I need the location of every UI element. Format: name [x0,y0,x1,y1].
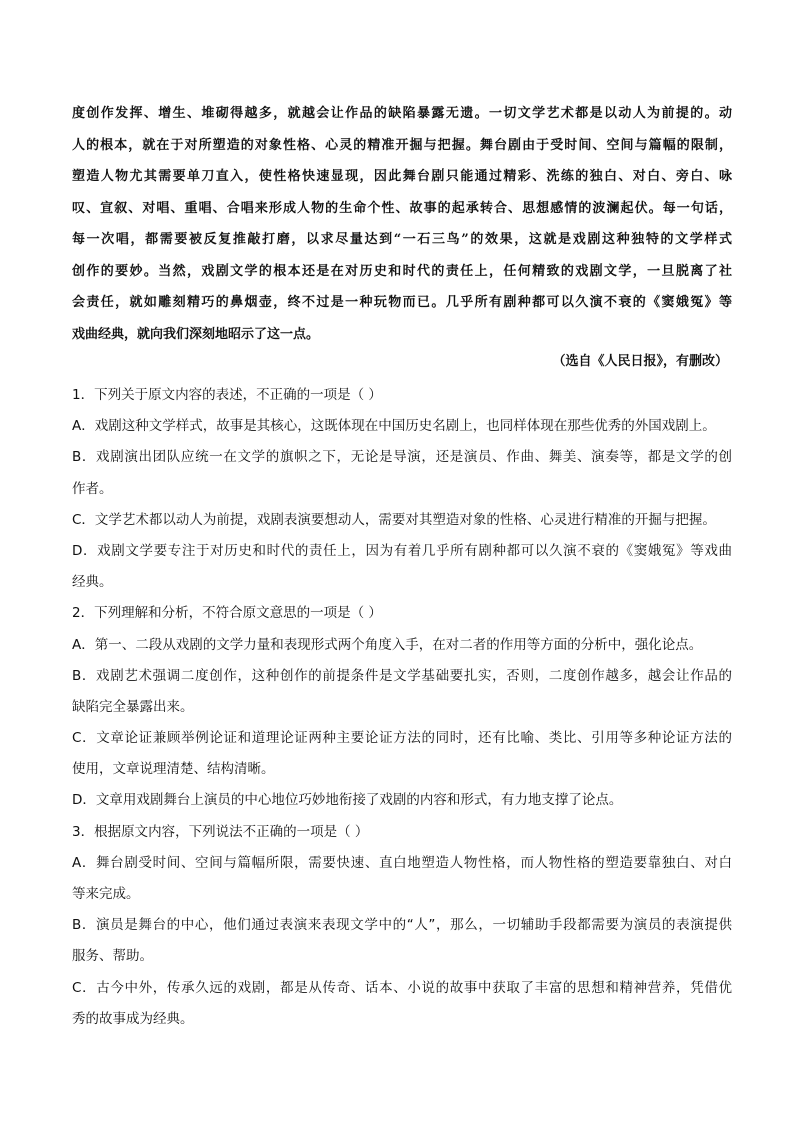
option-line: 作者。 [72,480,113,497]
option-line: B．戏剧艺术强调二度创作，这种创作的前提条件是文学基础要扎实，否则，二度创作越多，越会让作品的 [72,667,732,684]
option-line: 秀的故事成为经典。 [72,1010,194,1027]
question-stem: 3．根据原文内容，下列说法不正确的一项是（ ） [72,823,369,840]
passage-line: 度创作发挥、增生、堆砌得越多，就越会让作品的缺陷暴露无遗。一切文学艺术都是以动人为前提的。动 [72,106,732,121]
option-line: 等来完成。 [72,886,140,902]
option-line: 服务、帮助。 [72,948,153,965]
source-note: （选自《人民日报》，有删改） [552,354,728,369]
option-line: B．演员是舞台的中心，他们通过表演来表现文学中的“人”，那么，一切辅助手段都需要为演员的表演提供 [72,917,732,934]
question-section [72,380,732,1035]
passage-line: 会责任，就如雕刻精巧的鼻烟壶，终不过是一种玩物而已。几乎所有剧种都可以久演不衰的《窦娥冤》等 [72,295,732,310]
passage-line: 叹、宣叙、对唱、重唱、合唱来形成人物的生命个性、故事的起承转合、思想感情的波澜起伏。每一句话， [72,200,732,216]
option-line: C．古今中外，传承久远的戏剧，都是从传奇、话本、小说的故事中获取了丰富的思想和精神营养，凭借优 [72,979,732,996]
option-line: D．文章用戏剧舞台上演员的中心地位巧妙地衔接了戏剧的内容和形式，有力地支撑了论点。 [72,792,623,809]
option-line: C．文学艺术都以动人为前提，戏剧表演要想动人，需要对其塑造对象的性格、心灵进行精准的开掘与把握。 [72,511,716,528]
option-line: C．文章论证兼顾举例论证和道理论证两种主要论证方法的同时，还有比喻、类比、引用等多种论证方法的 [72,730,732,747]
passage-line: 戏曲经典，就向我们深刻地昭示了这一点。 [72,326,320,342]
passage-line: 人的根本，就在于对所塑造的对象性格、心灵的精准开掘与把握。舞台剧由于受时间、空间与篇幅的限制， [72,137,732,153]
option-line: A．戏剧这种文学样式，故事是其核心，这既体现在中国历史名剧上，也同样体现在那些优秀的外国戏剧上。 [72,418,716,435]
option-line: 经典。 [72,574,113,591]
option-line: A．第一、二段从戏剧的文学力量和表现形式两个角度入手，在对二者的作用等方面的分析中，强化论点。 [72,636,703,653]
option-line: B．戏剧演出团队应统一在文学的旗帜之下，无论是导演，还是演员、作曲、舞美、演奏等，都是文学的创 [72,449,732,466]
option-line: A．舞台剧受时间、空间与篇幅所限，需要快速、直白地塑造人物性格，而人物性格的塑造要靠独白、对白 [72,854,732,871]
question-stem: 2．下列理解和分析，不符合原文意思的一项是（ ） [72,605,382,622]
question-stem: 1．下列关于原文内容的表述，不正确的一项是（ ） [72,387,382,403]
option-line: 缺陷完全暴露出来。 [72,698,194,715]
option-line: 使用，文章说理清楚、结构清晰。 [72,761,275,778]
option-line: D．戏剧文学要专注于对历史和时代的责任上，因为有着几乎所有剧种都可以久演不衰的《窦娥冤》等戏曲 [72,542,732,559]
passage-text [72,98,732,350]
passage-line: 创作的要妙。当然，戏剧文学的根本还是在对历史和时代的责任上，任何精致的戏剧文学，一旦脱离了社 [72,263,732,279]
passage-line: 每一次唱，都需要被反复推敲打磨，以求尽量达到“一石三鸟”的效果，这就是戏剧这种独特的文学样式 [72,232,732,247]
passage-line: 塑造人物尤其需要单刀直入，使性格快速显现，因此舞台剧只能通过精彩、洗练的独白、对白、旁白、咏 [72,169,732,184]
